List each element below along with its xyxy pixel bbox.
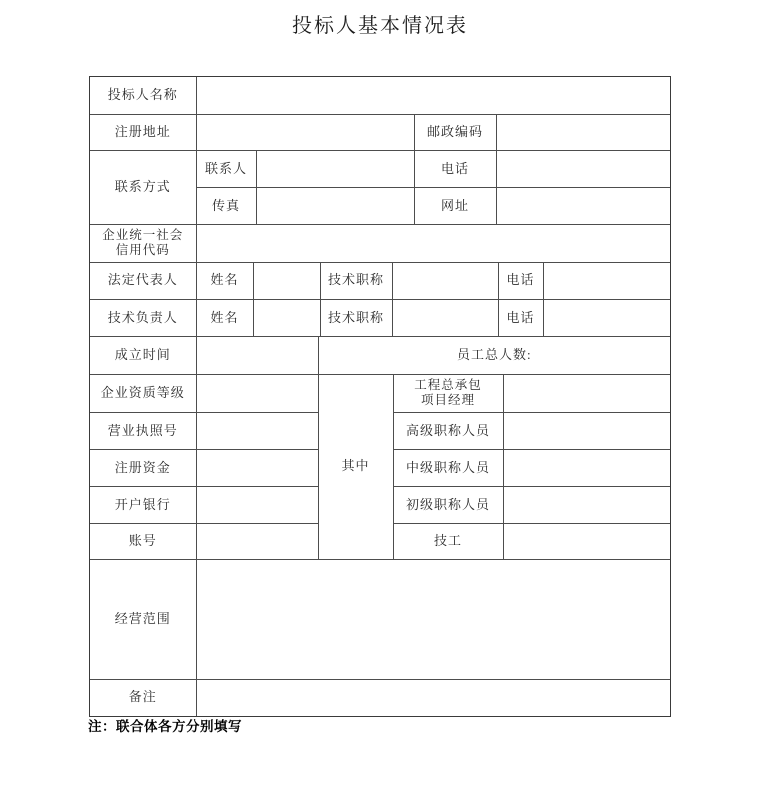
registered-capital-label: 注册资金 bbox=[90, 450, 196, 487]
table-row bbox=[90, 560, 670, 679]
registered-capital-value[interactable] bbox=[196, 450, 318, 487]
legal-representative-label: 法定代表人 bbox=[90, 263, 196, 300]
mid-title-staff-value[interactable] bbox=[503, 450, 670, 487]
tech-director-title-label: 技术职称 bbox=[320, 300, 392, 337]
table-row bbox=[90, 300, 670, 337]
table-row bbox=[90, 375, 670, 413]
legal-rep-phone-value[interactable] bbox=[543, 263, 670, 300]
credit-code-label bbox=[90, 225, 196, 262]
senior-title-staff-value[interactable] bbox=[503, 413, 670, 450]
postal-code-label: 邮政编码 bbox=[414, 115, 496, 151]
legal-rep-title-label: 技术职称 bbox=[320, 263, 392, 300]
table-row bbox=[90, 115, 670, 151]
footnote: 注：联合体各方分别填写 bbox=[88, 719, 242, 734]
phone-label: 电话 bbox=[414, 151, 496, 188]
table-section-contact bbox=[90, 115, 670, 226]
tech-director-phone-label: 电话 bbox=[498, 300, 543, 337]
business-scope-value[interactable] bbox=[196, 560, 670, 679]
page-title: 投标人基本情况表 bbox=[292, 15, 468, 37]
qualification-level-label: 企业资质等级 bbox=[90, 375, 196, 413]
business-license-value[interactable] bbox=[196, 413, 318, 450]
legal-rep-phone-label: 电话 bbox=[498, 263, 543, 300]
legal-rep-name-label: 姓名 bbox=[196, 263, 253, 300]
legal-rep-title-value[interactable] bbox=[392, 263, 498, 300]
table-row bbox=[90, 151, 670, 188]
epc-project-manager-label bbox=[393, 375, 503, 413]
bidder-info-table bbox=[89, 76, 671, 717]
registered-address-value[interactable] bbox=[196, 115, 414, 151]
business-license-label: 营业执照号 bbox=[90, 413, 196, 450]
table-section-staff bbox=[90, 375, 670, 561]
table-row bbox=[90, 679, 670, 716]
establishment-date-value[interactable] bbox=[196, 337, 318, 374]
legal-rep-name-value[interactable] bbox=[253, 263, 320, 300]
account-number-value[interactable] bbox=[196, 524, 318, 560]
business-scope-label: 经营范围 bbox=[90, 560, 196, 679]
credit-code-label-line1: 企业统一社会 bbox=[102, 227, 184, 242]
registered-address-label: 注册地址 bbox=[90, 115, 196, 151]
bidder-name-label: 投标人名称 bbox=[90, 77, 196, 114]
among-which-label: 其中 bbox=[318, 375, 393, 560]
table-row bbox=[90, 225, 670, 262]
bank-label: 开户银行 bbox=[90, 487, 196, 524]
contact-method-label: 联系方式 bbox=[90, 151, 196, 225]
contact-person-value[interactable] bbox=[256, 151, 414, 188]
table-section-representatives bbox=[90, 263, 670, 338]
total-employees-label: 员工总人数: bbox=[318, 337, 670, 374]
website-label: 网址 bbox=[414, 188, 496, 225]
qualification-level-value[interactable] bbox=[196, 375, 318, 413]
table-row bbox=[90, 77, 670, 114]
table-section-bidder-name bbox=[90, 77, 670, 115]
credit-code-label-line2: 信用代码 bbox=[115, 243, 170, 258]
junior-title-staff-label: 初级职称人员 bbox=[393, 487, 503, 524]
table-row bbox=[90, 337, 670, 374]
skilled-workers-label: 技工 bbox=[393, 524, 503, 560]
epc-pm-label-line1: 工程总承包 bbox=[414, 377, 482, 392]
technical-director-label: 技术负责人 bbox=[90, 300, 196, 337]
junior-title-staff-value[interactable] bbox=[503, 487, 670, 524]
postal-code-value[interactable] bbox=[496, 115, 670, 151]
skilled-workers-value[interactable] bbox=[503, 524, 670, 560]
tech-director-name-label: 姓名 bbox=[196, 300, 253, 337]
table-section-establishment bbox=[90, 337, 670, 375]
bank-value[interactable] bbox=[196, 487, 318, 524]
phone-value[interactable] bbox=[496, 151, 670, 188]
table-section-credit-code bbox=[90, 225, 670, 263]
table-section-scope-remarks bbox=[90, 560, 670, 716]
remarks-value[interactable] bbox=[196, 679, 670, 716]
credit-code-value[interactable] bbox=[196, 225, 670, 262]
account-number-label: 账号 bbox=[90, 524, 196, 560]
contact-person-label: 联系人 bbox=[196, 151, 256, 188]
establishment-date-label: 成立时间 bbox=[90, 337, 196, 374]
tech-director-phone-value[interactable] bbox=[543, 300, 670, 337]
mid-title-staff-label: 中级职称人员 bbox=[393, 450, 503, 487]
senior-title-staff-label: 高级职称人员 bbox=[393, 413, 503, 450]
fax-label: 传真 bbox=[196, 188, 256, 225]
tech-director-name-value[interactable] bbox=[253, 300, 320, 337]
fax-value[interactable] bbox=[256, 188, 414, 225]
epc-pm-label-line2: 项目经理 bbox=[420, 393, 475, 408]
website-value[interactable] bbox=[496, 188, 670, 225]
remarks-label: 备注 bbox=[90, 679, 196, 716]
epc-project-manager-value[interactable] bbox=[503, 375, 670, 413]
tech-director-title-value[interactable] bbox=[392, 300, 498, 337]
bidder-name-value[interactable] bbox=[196, 77, 670, 114]
table-row bbox=[90, 263, 670, 300]
